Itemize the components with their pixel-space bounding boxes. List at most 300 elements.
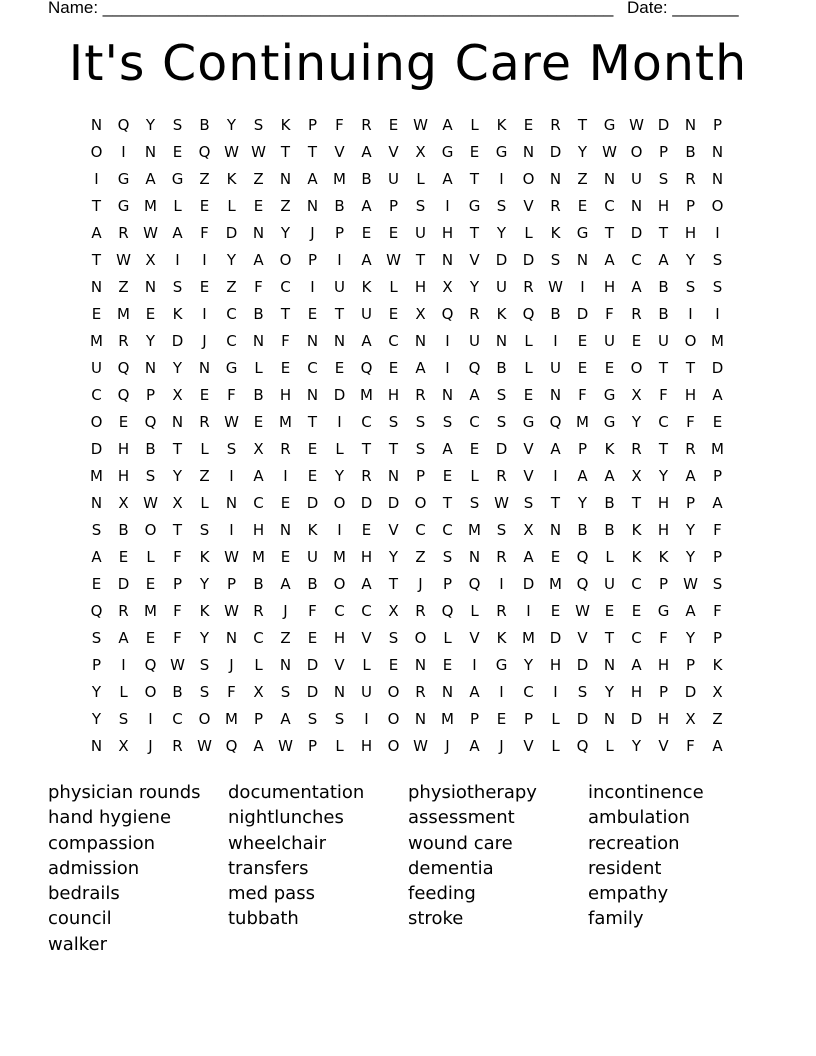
grid-letter: T <box>415 251 426 269</box>
grid-letter: S <box>280 683 291 701</box>
grid-letter: L <box>470 116 479 134</box>
grid-letter: C <box>523 683 534 701</box>
grid-letter: O <box>711 197 724 215</box>
grid-letter: G <box>225 359 238 377</box>
grid-letter: H <box>603 278 616 296</box>
grid-letter: D <box>90 440 103 458</box>
grid-letter: N <box>279 656 292 674</box>
grid-letter: J <box>283 602 288 620</box>
grid-letter: Q <box>144 413 157 431</box>
grid-letter: N <box>333 332 346 350</box>
grid-letter: I <box>553 467 558 485</box>
grid-letter: J <box>310 224 315 242</box>
grid-letter: G <box>495 143 508 161</box>
grid-letter: K <box>550 224 561 242</box>
grid-letter: N <box>441 251 454 269</box>
grid-letter: O <box>90 413 103 431</box>
grid-letter: E <box>91 575 102 593</box>
grid-letter: K <box>496 629 507 647</box>
grid-letter: S <box>145 467 156 485</box>
grid-letter: H <box>657 710 670 728</box>
grid-letter: S <box>496 521 507 539</box>
grid-letter: E <box>712 413 723 431</box>
grid-letter: D <box>306 683 319 701</box>
grid-letter: M <box>711 440 724 458</box>
grid-letter: N <box>711 143 724 161</box>
grid-letter: P <box>334 224 345 242</box>
grid-letter: Z <box>199 170 210 188</box>
grid-letter: E <box>307 467 318 485</box>
grid-letter: B <box>685 143 696 161</box>
grid-letter: A <box>631 278 642 296</box>
grid-letter: H <box>117 467 130 485</box>
grid-letter: L <box>470 467 479 485</box>
grid-letter: Y <box>577 494 588 512</box>
grid-letter: D <box>522 251 535 269</box>
grid-letter: E <box>199 278 210 296</box>
grid-letter: T <box>91 197 102 215</box>
grid-letter: P <box>712 116 723 134</box>
grid-letter: S <box>91 629 102 647</box>
grid-letter: F <box>254 278 263 296</box>
grid-letter: H <box>279 386 292 404</box>
grid-letter: T <box>469 170 480 188</box>
grid-letter: R <box>685 440 696 458</box>
grid-letter: Q <box>441 305 454 323</box>
grid-letter: L <box>200 494 209 512</box>
grid-letter: D <box>657 116 670 134</box>
grid-letter: J <box>445 737 450 755</box>
grid-letter: X <box>712 683 723 701</box>
grid-letter: P <box>469 710 480 728</box>
grid-letter: C <box>334 602 345 620</box>
word-list-item: tubbath <box>228 908 299 930</box>
grid-letter: H <box>414 278 427 296</box>
grid-letter: L <box>389 278 398 296</box>
grid-letter: S <box>91 521 102 539</box>
grid-letter: R <box>415 386 426 404</box>
grid-letter: N <box>144 143 157 161</box>
grid-letter: B <box>550 305 561 323</box>
grid-letter: F <box>659 629 668 647</box>
word-list-item: physician rounds <box>48 782 201 803</box>
word-list-item: wheelchair <box>228 832 327 854</box>
grid-letter: H <box>252 521 265 539</box>
grid-letter: I <box>580 278 585 296</box>
grid-letter: X <box>442 278 453 296</box>
grid-letter: M <box>90 332 103 350</box>
grid-letter: R <box>280 440 291 458</box>
grid-letter: I <box>121 656 126 674</box>
grid-letter: C <box>253 494 264 512</box>
grid-letter: E <box>307 305 318 323</box>
grid-letter: O <box>630 143 643 161</box>
grid-letter: A <box>442 116 453 134</box>
grid-letter: S <box>577 683 588 701</box>
grid-letter: H <box>657 494 670 512</box>
grid-letter: X <box>415 143 426 161</box>
grid-letter: J <box>202 332 207 350</box>
grid-letter: E <box>442 656 453 674</box>
grid-letter: W <box>494 494 509 512</box>
grid-letter: N <box>441 386 454 404</box>
word-list-item: family <box>588 908 644 930</box>
grid-letter: Y <box>631 413 642 431</box>
grid-letter: C <box>631 629 642 647</box>
grid-letter: A <box>280 710 291 728</box>
grid-letter: S <box>199 683 210 701</box>
grid-letter: L <box>254 656 263 674</box>
grid-letter: P <box>523 710 534 728</box>
grid-letter: R <box>631 440 642 458</box>
grid-letter: I <box>283 467 288 485</box>
word-list-item: resident <box>588 857 662 879</box>
grid-letter: W <box>197 737 212 755</box>
grid-letter: L <box>119 683 128 701</box>
grid-letter: Q <box>117 116 130 134</box>
grid-letter: A <box>118 629 129 647</box>
grid-letter: E <box>334 359 345 377</box>
grid-letter: Y <box>172 467 183 485</box>
grid-letter: M <box>522 629 535 647</box>
grid-letter: L <box>416 170 425 188</box>
grid-letter: Z <box>199 467 210 485</box>
grid-letter: Y <box>685 251 696 269</box>
grid-letter: I <box>553 332 558 350</box>
grid-letter: P <box>658 683 669 701</box>
grid-letter: A <box>415 359 426 377</box>
grid-letter: T <box>658 359 669 377</box>
grid-letter: L <box>254 359 263 377</box>
grid-letter: F <box>335 116 344 134</box>
word-list-item: bedrails <box>48 883 120 905</box>
grid-letter: W <box>116 251 131 269</box>
grid-letter: F <box>713 602 722 620</box>
grid-letter: X <box>631 386 642 404</box>
page-title: It's Continuing Care Month <box>68 35 748 92</box>
grid-letter: Q <box>225 737 238 755</box>
grid-letter: S <box>442 548 453 566</box>
grid-letter: L <box>200 440 209 458</box>
grid-letter: Q <box>90 602 103 620</box>
grid-letter: V <box>523 197 534 215</box>
grid-letter: Q <box>468 575 481 593</box>
grid-letter: E <box>388 224 399 242</box>
grid-letter: A <box>658 251 669 269</box>
grid-letter: A <box>631 656 642 674</box>
grid-letter: A <box>361 197 372 215</box>
grid-letter: W <box>224 143 239 161</box>
grid-letter: P <box>307 737 318 755</box>
grid-letter: N <box>225 494 238 512</box>
grid-letter: F <box>308 602 317 620</box>
grid-letter: N <box>468 548 481 566</box>
grid-letter: E <box>523 116 534 134</box>
grid-letter: Y <box>496 224 507 242</box>
grid-letter: E <box>199 386 210 404</box>
grid-letter: J <box>229 656 234 674</box>
grid-letter: O <box>414 494 427 512</box>
grid-letter: T <box>334 305 345 323</box>
grid-letter: N <box>306 332 319 350</box>
grid-letter: P <box>415 467 426 485</box>
grid-letter: Y <box>658 467 669 485</box>
grid-letter: C <box>91 386 102 404</box>
grid-letter: P <box>442 575 453 593</box>
grid-letter: L <box>551 710 560 728</box>
grid-letter: F <box>227 683 236 701</box>
grid-letter: B <box>253 386 264 404</box>
grid-letter: B <box>199 116 210 134</box>
grid-letter: T <box>604 629 615 647</box>
grid-letter: A <box>523 548 534 566</box>
grid-letter: O <box>198 710 211 728</box>
grid-letter: V <box>523 467 534 485</box>
grid-letter: S <box>415 197 426 215</box>
grid-letter: W <box>386 251 401 269</box>
grid-letter: B <box>334 197 345 215</box>
grid-letter: R <box>550 116 561 134</box>
grid-letter: J <box>418 575 423 593</box>
grid-letter: E <box>307 440 318 458</box>
grid-letter: P <box>685 494 696 512</box>
grid-letter: Z <box>253 170 264 188</box>
grid-letter: D <box>549 143 562 161</box>
word-list-item: transfers <box>228 857 309 879</box>
grid-letter: E <box>550 602 561 620</box>
grid-letter: G <box>117 170 130 188</box>
grid-letter: A <box>712 386 723 404</box>
grid-letter: D <box>333 386 346 404</box>
grid-letter: S <box>226 440 237 458</box>
grid-letter: Q <box>549 413 562 431</box>
grid-letter: G <box>603 386 616 404</box>
grid-letter: B <box>172 683 183 701</box>
grid-letter: E <box>577 332 588 350</box>
grid-letter: S <box>712 251 723 269</box>
grid-letter: Z <box>280 629 291 647</box>
grid-letter: Q <box>117 386 130 404</box>
grid-letter: Q <box>198 143 211 161</box>
grid-letter: H <box>360 548 373 566</box>
grid-letter: O <box>684 332 697 350</box>
grid-letter: R <box>253 602 264 620</box>
grid-letter: M <box>144 197 157 215</box>
grid-letter: N <box>387 467 400 485</box>
word-list-item: dementia <box>408 857 494 879</box>
grid-letter: Y <box>685 548 696 566</box>
grid-letter: N <box>90 737 103 755</box>
grid-letter: A <box>91 224 102 242</box>
grid-letter: W <box>251 143 266 161</box>
grid-letter: R <box>199 413 210 431</box>
grid-letter: X <box>253 683 264 701</box>
grid-letter: R <box>631 305 642 323</box>
grid-letter: A <box>685 602 696 620</box>
word-list-item: feeding <box>408 883 476 905</box>
grid-letter: E <box>361 224 372 242</box>
grid-letter: I <box>499 170 504 188</box>
grid-letter: R <box>118 602 129 620</box>
word-list-item: incontinence <box>588 782 704 803</box>
grid-letter: E <box>577 359 588 377</box>
grid-letter: A <box>253 251 264 269</box>
grid-letter: A <box>253 467 264 485</box>
grid-letter: L <box>335 440 344 458</box>
grid-letter: P <box>658 575 669 593</box>
grid-letter: I <box>148 710 153 728</box>
grid-letter: C <box>442 521 453 539</box>
grid-letter: Y <box>577 143 588 161</box>
grid-letter: P <box>172 575 183 593</box>
grid-letter: V <box>361 629 372 647</box>
grid-letter: T <box>658 440 669 458</box>
grid-letter: U <box>334 278 345 296</box>
grid-letter: Y <box>685 629 696 647</box>
grid-letter: X <box>253 440 264 458</box>
grid-letter: F <box>578 386 587 404</box>
grid-letter: T <box>388 440 399 458</box>
grid-letter: H <box>657 521 670 539</box>
grid-letter: W <box>683 575 698 593</box>
grid-letter: A <box>550 440 561 458</box>
grid-letter: H <box>333 629 346 647</box>
grid-letter: R <box>496 602 507 620</box>
grid-letter: Y <box>631 737 642 755</box>
grid-letter: R <box>118 224 129 242</box>
grid-letter: Z <box>226 278 237 296</box>
grid-letter: P <box>712 629 723 647</box>
grid-letter: W <box>413 116 428 134</box>
grid-letter: D <box>387 494 400 512</box>
grid-letter: M <box>468 521 481 539</box>
grid-letter: N <box>225 629 238 647</box>
grid-letter: N <box>333 683 346 701</box>
grid-letter: L <box>443 629 452 647</box>
grid-letter: E <box>172 143 183 161</box>
grid-letter: V <box>469 251 480 269</box>
grid-letter: B <box>118 521 129 539</box>
grid-letter: Y <box>604 683 615 701</box>
grid-letter: A <box>361 575 372 593</box>
grid-letter: W <box>413 737 428 755</box>
word-list-item: ambulation <box>588 807 690 829</box>
grid-letter: P <box>685 197 696 215</box>
grid-letter: A <box>172 224 183 242</box>
grid-letter: T <box>631 494 642 512</box>
grid-letter: T <box>361 440 372 458</box>
grid-letter: N <box>414 656 427 674</box>
grid-letter: L <box>605 548 614 566</box>
grid-letter: B <box>577 521 588 539</box>
grid-letter: N <box>252 332 265 350</box>
grid-letter: G <box>603 413 616 431</box>
grid-letter: N <box>522 143 535 161</box>
grid-letter: S <box>172 278 183 296</box>
grid-letter: R <box>172 737 183 755</box>
grid-letter: Y <box>145 332 156 350</box>
grid-letter: S <box>712 278 723 296</box>
grid-letter: M <box>144 602 157 620</box>
grid-letter: Q <box>576 548 589 566</box>
grid-letter: E <box>442 467 453 485</box>
grid-letter: Y <box>145 116 156 134</box>
grid-letter: E <box>145 575 156 593</box>
grid-letter: E <box>577 197 588 215</box>
grid-letter: B <box>307 575 318 593</box>
grid-letter: N <box>441 683 454 701</box>
grid-letter: E <box>550 548 561 566</box>
grid-letter: K <box>631 521 642 539</box>
grid-letter: S <box>685 278 696 296</box>
grid-letter: K <box>361 278 372 296</box>
grid-letter: S <box>253 116 264 134</box>
grid-letter: F <box>200 224 209 242</box>
grid-letter: N <box>144 359 157 377</box>
grid-letter: W <box>143 224 158 242</box>
grid-letter: Y <box>199 629 210 647</box>
date-field-line: Date: _______ <box>627 0 739 17</box>
grid-letter: D <box>360 494 373 512</box>
grid-letter: K <box>199 602 210 620</box>
grid-letter: A <box>280 575 291 593</box>
grid-letter: S <box>712 575 723 593</box>
grid-letter: C <box>172 710 183 728</box>
grid-letter: R <box>496 467 507 485</box>
grid-letter: C <box>631 575 642 593</box>
name-field-line: Name: ______________________________________________________ <box>48 0 614 17</box>
grid-letter: C <box>226 305 237 323</box>
grid-letter: K <box>496 305 507 323</box>
grid-letter: Q <box>576 575 589 593</box>
grid-letter: Y <box>469 278 480 296</box>
grid-letter: X <box>685 710 696 728</box>
grid-letter: U <box>550 359 561 377</box>
grid-letter: E <box>91 305 102 323</box>
grid-letter: E <box>388 116 399 134</box>
grid-letter: I <box>715 224 720 242</box>
grid-letter: C <box>631 251 642 269</box>
grid-letter: I <box>364 710 369 728</box>
grid-letter: D <box>684 683 697 701</box>
grid-letter: K <box>199 548 210 566</box>
grid-letter: I <box>94 170 99 188</box>
grid-letter: U <box>91 359 102 377</box>
grid-letter: G <box>576 224 589 242</box>
grid-letter: N <box>252 224 265 242</box>
grid-letter: C <box>658 413 669 431</box>
grid-letter: B <box>145 440 156 458</box>
grid-letter: T <box>469 224 480 242</box>
grid-letter: M <box>333 548 346 566</box>
grid-letter: V <box>388 521 399 539</box>
word-list-item: wound care <box>408 832 513 854</box>
grid-letter: O <box>144 683 157 701</box>
grid-letter: R <box>550 197 561 215</box>
grid-letter: D <box>117 575 130 593</box>
grid-letter: A <box>307 170 318 188</box>
grid-letter: W <box>224 548 239 566</box>
grid-letter: M <box>576 413 589 431</box>
grid-letter: S <box>172 116 183 134</box>
grid-letter: D <box>549 629 562 647</box>
grid-letter: I <box>715 305 720 323</box>
grid-letter: U <box>415 224 426 242</box>
grid-letter: H <box>630 683 643 701</box>
grid-letter: A <box>361 251 372 269</box>
word-list-item: nightlunches <box>228 807 344 829</box>
grid-letter: Y <box>226 251 237 269</box>
